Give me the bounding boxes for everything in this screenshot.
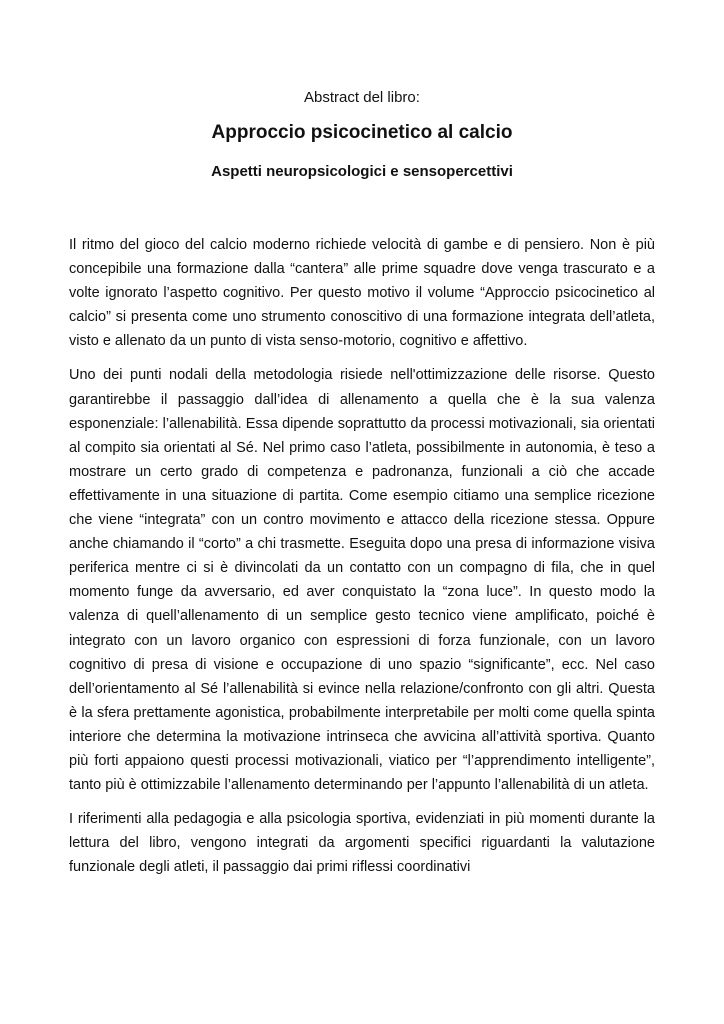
book-subtitle: Aspetti neuropsicologici e sensopercettivi xyxy=(211,163,513,180)
paragraph-2: Uno dei punti nodali della metodologia risiede nell'ottimizzazione delle risorse. Questo garantirebbe il passaggio dall’idea di allenamento a quella che è la sua valenza esponenziale: l’allenabilità. Essa dipende soprattutto da processi motivazionali, sia orientati al compito sia orientati al Sé. Nel primo caso l’atleta, possibilmente in autonomia, è teso a mostrare un certo grado di competenza e padronanza, funzionali a ciò che accade effettivamente in una situazione di partita. Come esempio citiamo una semplice ricezione che viene “integrata” con un contro movimento e attacco della ricezione stessa. Oppure anche chiamando il “corto” a chi trasmette. Eseguita dopo una presa di informazione visiva periferica mentre ci si è divincolati da un contatto con un compagno di fila, che in quel momento funge da avversario, ed aver conquistato la “zona luce”. In questo modo la valenza di quell’allenamento di un semplice gesto tecnico viene amplificato, poiché è integrato con un lavoro organico con espressioni di forza funzionale, con un lavoro cognitivo di presa di visione e occupazione di uno spazio “significante”, ecc. Nel caso dell’orientamento al Sé l’allenabilità si evince nella relazione/confronto con gli altri. Questa è la sfera prettamente agonistica, probabilmente interpretabile per molti come quella spinta interiore che determina la motivazione intrinseca che avvicina all’attività sportiva. Quanto più forti appaiono questi processi motivazionali, viatico per “l’apprendimento intelligente”, tanto più è ottimizzabile l’allenamento determinando per l’appunto l’allenabilità di un atleta. xyxy=(69,367,655,794)
abstract-label: Abstract del libro: xyxy=(304,89,420,106)
paragraph-3: I riferimenti alla pedagogia e alla psicologia sportiva, evidenziati in più momenti durante la lettura del libro, vengono integrati da argomenti specifici riguardanti la valutazione funzionale degli atleti, il passaggio dai primi riflessi coordinativi xyxy=(69,811,655,876)
paragraph-1: Il ritmo del gioco del calcio moderno richiede velocità di gambe e di pensiero. Non è più concepibile una formazione dalla “cantera” alle prime squadre dove venga trascurato e a volte ignorato l’aspetto cognitivo. Per questo motivo il volume “Approccio psicocinetico al calcio” si presenta come uno strumento conoscitivo di una formazione integrata dell’atleta, visto e allenato da un punto di vista senso-motorio, cognitivo e affettivo. xyxy=(69,237,655,350)
abstract-body xyxy=(69,233,655,889)
book-title: Approccio psicocinetico al calcio xyxy=(211,122,513,143)
